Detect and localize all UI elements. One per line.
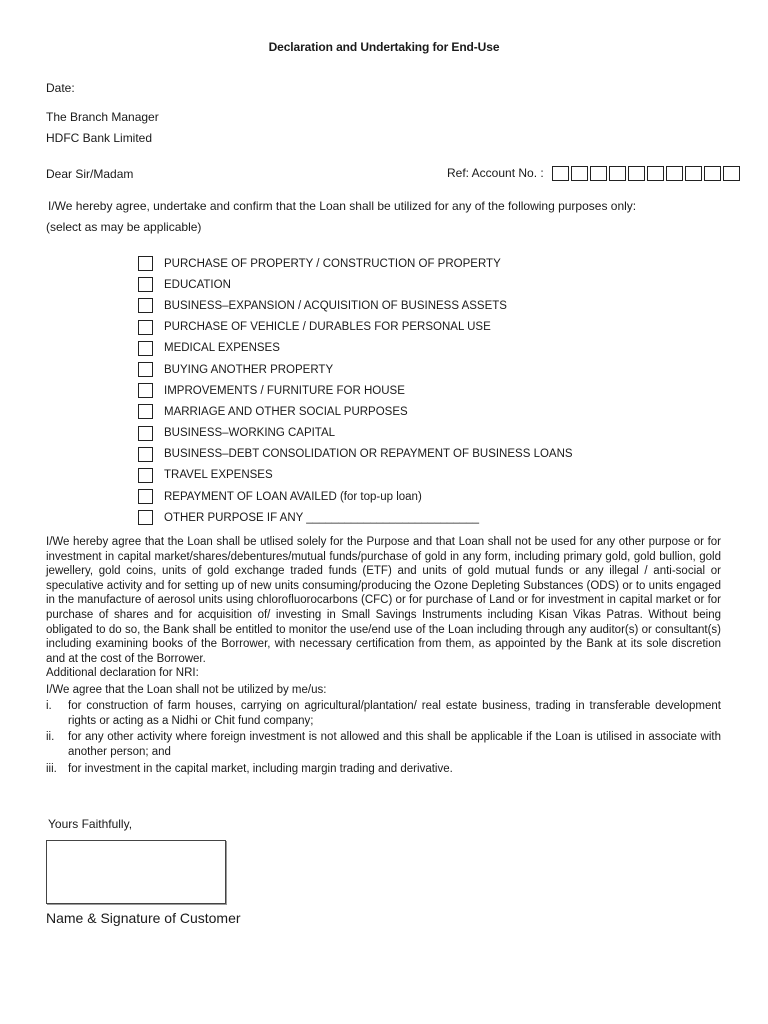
nri-item-text: for any other activity where foreign investment is not allowed and this shall be applicable if the Loan is utilised in associate with another person; and [68, 731, 721, 758]
account-digit-box[interactable] [647, 166, 664, 181]
account-digit-box[interactable] [552, 166, 569, 181]
checkbox[interactable] [138, 489, 153, 504]
purpose-label: PURCHASE OF PROPERTY / CONSTRUCTION OF PROPERTY [164, 257, 501, 270]
nri-item-number: ii. [46, 731, 55, 744]
purpose-option[interactable] [138, 486, 698, 507]
nri-item-text: for investment in the capital market, including margin trading and derivative. [68, 762, 453, 775]
purpose-option[interactable] [138, 444, 698, 465]
checkbox[interactable] [138, 447, 153, 462]
purpose-label: IMPROVEMENTS / FURNITURE FOR HOUSE [164, 384, 405, 397]
nri-heading: Additional declaration for NRI: [46, 667, 199, 679]
purpose-label: BUSINESS–DEBT CONSOLIDATION OR REPAYMENT OF BUSINESS LOANS [164, 448, 573, 461]
purpose-option[interactable] [138, 253, 698, 274]
intro-instruction: (select as may be applicable) [46, 220, 202, 234]
account-number-boxes [552, 166, 742, 181]
salutation: Dear Sir/Madam [46, 167, 134, 181]
purpose-label: REPAYMENT OF LOAN AVAILED (for top-up loan) [164, 490, 422, 503]
checkbox[interactable] [138, 468, 153, 483]
checkbox[interactable] [138, 404, 153, 419]
nri-item-number: iii. [46, 762, 57, 775]
purpose-checklist [138, 253, 698, 528]
addressee-line-1: The Branch Manager [46, 110, 159, 124]
account-digit-box[interactable] [704, 166, 721, 181]
checkbox[interactable] [138, 383, 153, 398]
checkbox[interactable] [138, 298, 153, 313]
purpose-label: BUSINESS–EXPANSION / ACQUISITION OF BUSINESS ASSETS [164, 299, 507, 312]
purpose-option[interactable] [138, 401, 698, 422]
account-number-label: Ref: Account No. : [447, 166, 544, 180]
checkbox[interactable] [138, 256, 153, 271]
purpose-option[interactable] [138, 338, 698, 359]
checkbox[interactable] [138, 426, 153, 441]
nri-subheading: I/We agree that the Loan shall not be utilized by me/us: [46, 683, 327, 696]
purpose-option[interactable] [138, 507, 698, 528]
closing-text: Yours Faithfully, [48, 817, 133, 831]
purpose-option[interactable] [138, 380, 698, 401]
purpose-option[interactable] [138, 295, 698, 316]
nri-item [46, 762, 721, 777]
checkbox[interactable] [138, 362, 153, 377]
purpose-option[interactable] [138, 274, 698, 295]
checkbox[interactable] [138, 510, 153, 525]
account-digit-box[interactable] [609, 166, 626, 181]
purpose-label: EDUCATION [164, 278, 231, 291]
purpose-label: MEDICAL EXPENSES [164, 342, 280, 355]
purpose-option[interactable] [138, 465, 698, 486]
account-number-field [447, 165, 742, 181]
checkbox[interactable] [138, 277, 153, 292]
purpose-label: MARRIAGE AND OTHER SOCIAL PURPOSES [164, 405, 408, 418]
purpose-label: TRAVEL EXPENSES [164, 469, 273, 482]
signature-box[interactable] [46, 840, 226, 904]
signature-label: Name & Signature of Customer [46, 910, 241, 926]
purpose-label: PURCHASE OF VEHICLE / DURABLES FOR PERSONAL USE [164, 321, 491, 334]
nri-item-text: for construction of farm houses, carrying on agricultural/plantation/ real estate business, trading in transferable development rights or acting as a Nidhi or Chit fund company; [68, 700, 721, 727]
account-digit-box[interactable] [571, 166, 588, 181]
account-digit-box[interactable] [628, 166, 645, 181]
purpose-option[interactable] [138, 359, 698, 380]
nri-declaration [46, 666, 721, 776]
checkbox[interactable] [138, 341, 153, 356]
account-digit-box[interactable] [685, 166, 702, 181]
purpose-label: BUSINESS–WORKING CAPITAL [164, 427, 336, 440]
purpose-option[interactable] [138, 423, 698, 444]
purpose-label: BUYING ANOTHER PROPERTY [164, 363, 334, 376]
intro-line: I/We hereby agree, undertake and confirm that the Loan shall be utilized for any of the following purposes only: [48, 199, 637, 213]
nri-item [46, 699, 721, 728]
main-declaration-paragraph: I/We hereby agree that the Loan shall be utlised solely for the Purpose and that Loan shall not be used for any other purpose or for investment in capital market/shares/debentures/mutual funds/purchase of gold in any form, including primary gold, gold bullion, gold jewellery, gold coins, units of gold exchange traded funds (ETF) and units of gold mutual funds or any illegal / anti-social or speculative activity and for setting up of new units consuming/producing the Ozone Depleting Substances (ODS) or to units engaged in the manufacture of aerosol units using chlorofluorocarbons (CFC) or for purchase of Land or for investment in capital market or for purchase of shares and for acquisition of/ investing in Small Savings Instruments including Kisan Vikas Patras. Without being obligated to do so, the Bank shall be entitled to monitor the use/end use of the Loan including through any auditor(s) or consultant(s) including examining books of the Borrower, with necessary certification from them, as appointed by the Bank at its sole discretion and at the cost of the Borrower. [46, 536, 721, 665]
purpose-label: OTHER PURPOSE IF ANY ___________________________ [164, 511, 479, 524]
nri-item-number: i. [46, 700, 52, 713]
account-digit-box[interactable] [590, 166, 607, 181]
purpose-option[interactable] [138, 317, 698, 338]
document-title: Declaration and Undertaking for End-Use [268, 40, 500, 54]
date-label: Date: [46, 81, 75, 95]
account-digit-box[interactable] [666, 166, 683, 181]
nri-item [46, 730, 721, 759]
checkbox[interactable] [138, 320, 153, 335]
account-digit-box[interactable] [723, 166, 740, 181]
addressee-line-2: HDFC Bank Limited [46, 131, 153, 145]
